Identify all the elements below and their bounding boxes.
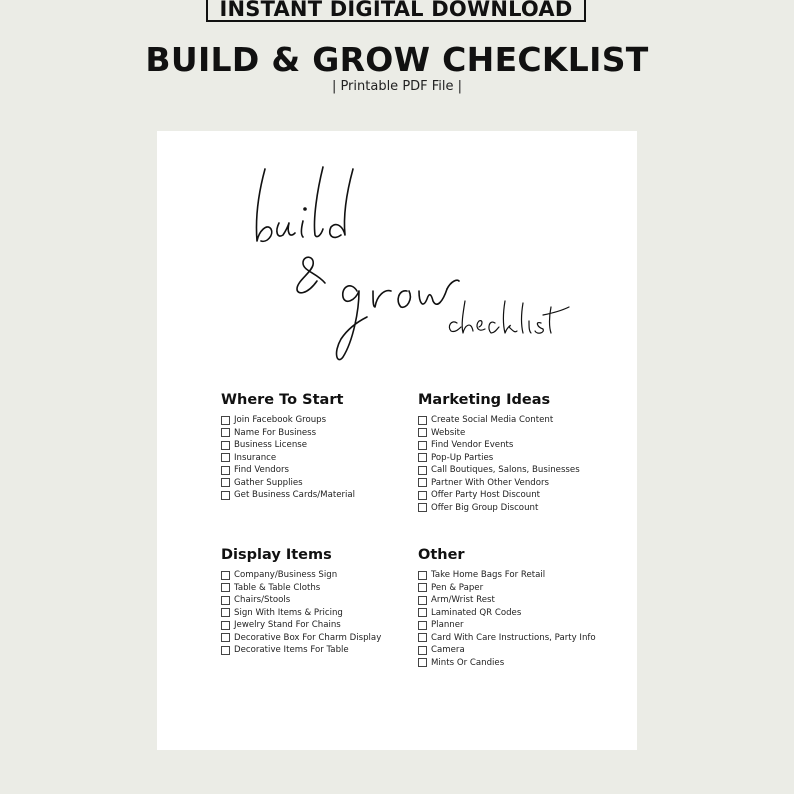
checklist-item — [418, 644, 596, 657]
checklist-item-label: Create Social Media Content — [431, 415, 554, 426]
checklist-item — [418, 657, 596, 670]
script-ampersand — [297, 257, 325, 293]
checklist-item — [221, 427, 355, 440]
checklist-item-label: Website — [431, 427, 466, 438]
checkbox[interactable] — [418, 491, 427, 500]
checklist-item-label: Find Vendors — [234, 465, 290, 476]
checklist-item — [221, 414, 355, 427]
checklist-item — [221, 632, 381, 645]
checklist-item — [418, 632, 596, 645]
checklist-item-label: Pen & Paper — [431, 582, 484, 593]
checkbox[interactable] — [221, 608, 230, 617]
section-other — [418, 547, 596, 669]
checkbox[interactable] — [418, 428, 427, 437]
checklist-item — [221, 489, 355, 502]
checkbox[interactable] — [418, 633, 427, 642]
checklist-item — [418, 452, 580, 465]
checklist-item-label: Join Facebook Groups — [234, 415, 327, 426]
checklist-item — [418, 619, 596, 632]
section-where-to-start — [221, 392, 355, 502]
checklist-sheet — [157, 131, 637, 750]
script-word-checklist — [449, 301, 569, 333]
checkbox[interactable] — [418, 466, 427, 475]
checklist-item — [418, 427, 580, 440]
checklist-item-label: Camera — [431, 645, 465, 656]
checkbox[interactable] — [221, 491, 230, 500]
checklist-item-label: Call Boutiques, Salons, Businesses — [431, 465, 580, 476]
checkbox[interactable] — [418, 416, 427, 425]
checklist-item-label: Gather Supplies — [234, 477, 303, 488]
script-title-artwork — [157, 131, 637, 381]
checkbox[interactable] — [221, 633, 230, 642]
checklist-item — [221, 582, 381, 595]
section-heading: Display Items — [221, 547, 332, 563]
checklist-item — [418, 582, 596, 595]
checklist-item-label: Arm/Wrist Rest — [431, 595, 495, 606]
checkbox[interactable] — [221, 571, 230, 580]
script-word-build — [256, 167, 353, 241]
section-display-items — [221, 547, 381, 657]
checklist-item-label: Company/Business Sign — [234, 570, 338, 581]
checklist-item-label: Planner — [431, 620, 464, 631]
banner-text: INSTANT DIGITAL DOWNLOAD — [219, 0, 573, 21]
checklist-item-label: Table & Table Cloths — [234, 582, 321, 593]
checklist-item — [221, 607, 381, 620]
checklist-item-label: Chairs/Stools — [234, 595, 291, 606]
checklist-item — [221, 569, 381, 582]
checkbox[interactable] — [221, 466, 230, 475]
checklist-item — [418, 414, 580, 427]
checklist-item-label: Partner With Other Vendors — [431, 477, 550, 488]
checklist-item — [418, 477, 580, 490]
checklist-item-label: Find Vendor Events — [431, 440, 514, 451]
checklist-item — [418, 489, 580, 502]
checkbox[interactable] — [418, 646, 427, 655]
checkbox[interactable] — [418, 608, 427, 617]
page-title: BUILD & GROW CHECKLIST — [145, 40, 649, 79]
checklist-item — [221, 594, 381, 607]
checkbox[interactable] — [418, 621, 427, 630]
checklist-item — [221, 452, 355, 465]
checklist-item-label: Decorative Items For Table — [234, 645, 349, 656]
script-word-grow — [337, 280, 459, 359]
checklist-item-label: Pop-Up Parties — [431, 452, 494, 463]
checklist-item-label: Decorative Box For Charm Display — [234, 632, 382, 643]
checkbox[interactable] — [221, 441, 230, 450]
checklist-item — [221, 644, 381, 657]
checkbox[interactable] — [221, 621, 230, 630]
checklist-item-label: Sign With Items & Pricing — [234, 607, 343, 618]
checkbox[interactable] — [221, 596, 230, 605]
section-heading: Other — [418, 547, 465, 563]
checklist-item-label: Jewelry Stand For Chains — [234, 620, 341, 631]
checklist-item-label: Get Business Cards/Material — [234, 490, 356, 501]
checklist-item — [418, 607, 596, 620]
checkbox[interactable] — [418, 571, 427, 580]
checkbox[interactable] — [221, 428, 230, 437]
checklist-item — [221, 477, 355, 490]
checklist-item-label: Offer Party Host Discount — [431, 490, 541, 501]
checkbox[interactable] — [418, 478, 427, 487]
checkbox[interactable] — [418, 596, 427, 605]
checkbox[interactable] — [418, 583, 427, 592]
checkbox[interactable] — [418, 658, 427, 667]
checkbox[interactable] — [221, 583, 230, 592]
checklist-item-label: Mints Or Candies — [431, 657, 505, 668]
checklist-item-label: Card With Care Instructions, Party Info — [431, 632, 596, 643]
checklist-item-label: Offer Big Group Discount — [431, 502, 539, 513]
checklist-item — [221, 619, 381, 632]
checklist-item — [418, 502, 580, 515]
checkbox[interactable] — [221, 646, 230, 655]
checkbox[interactable] — [221, 416, 230, 425]
checklist-item — [418, 464, 580, 477]
page-subtitle: | Printable PDF File | — [331, 79, 463, 94]
checkbox[interactable] — [221, 453, 230, 462]
checklist-item-label: Name For Business — [234, 427, 317, 438]
checklist-item — [418, 594, 596, 607]
checkbox[interactable] — [221, 478, 230, 487]
checklist-item — [418, 569, 596, 582]
checkbox[interactable] — [418, 503, 427, 512]
checklist-item — [221, 464, 355, 477]
checklist-item — [221, 439, 355, 452]
checkbox[interactable] — [418, 453, 427, 462]
checklist-item — [418, 439, 580, 452]
checkbox[interactable] — [418, 441, 427, 450]
section-marketing-ideas — [418, 392, 580, 514]
checklist-item-label: Insurance — [234, 452, 277, 463]
checklist-item-label: Laminated QR Codes — [431, 607, 522, 618]
section-heading: Where To Start — [221, 392, 344, 408]
checklist-item-label: Take Home Bags For Retail — [431, 570, 546, 581]
instant-download-banner — [206, 0, 586, 22]
checklist-item-label: Business License — [234, 440, 308, 451]
section-heading: Marketing Ideas — [418, 392, 551, 408]
